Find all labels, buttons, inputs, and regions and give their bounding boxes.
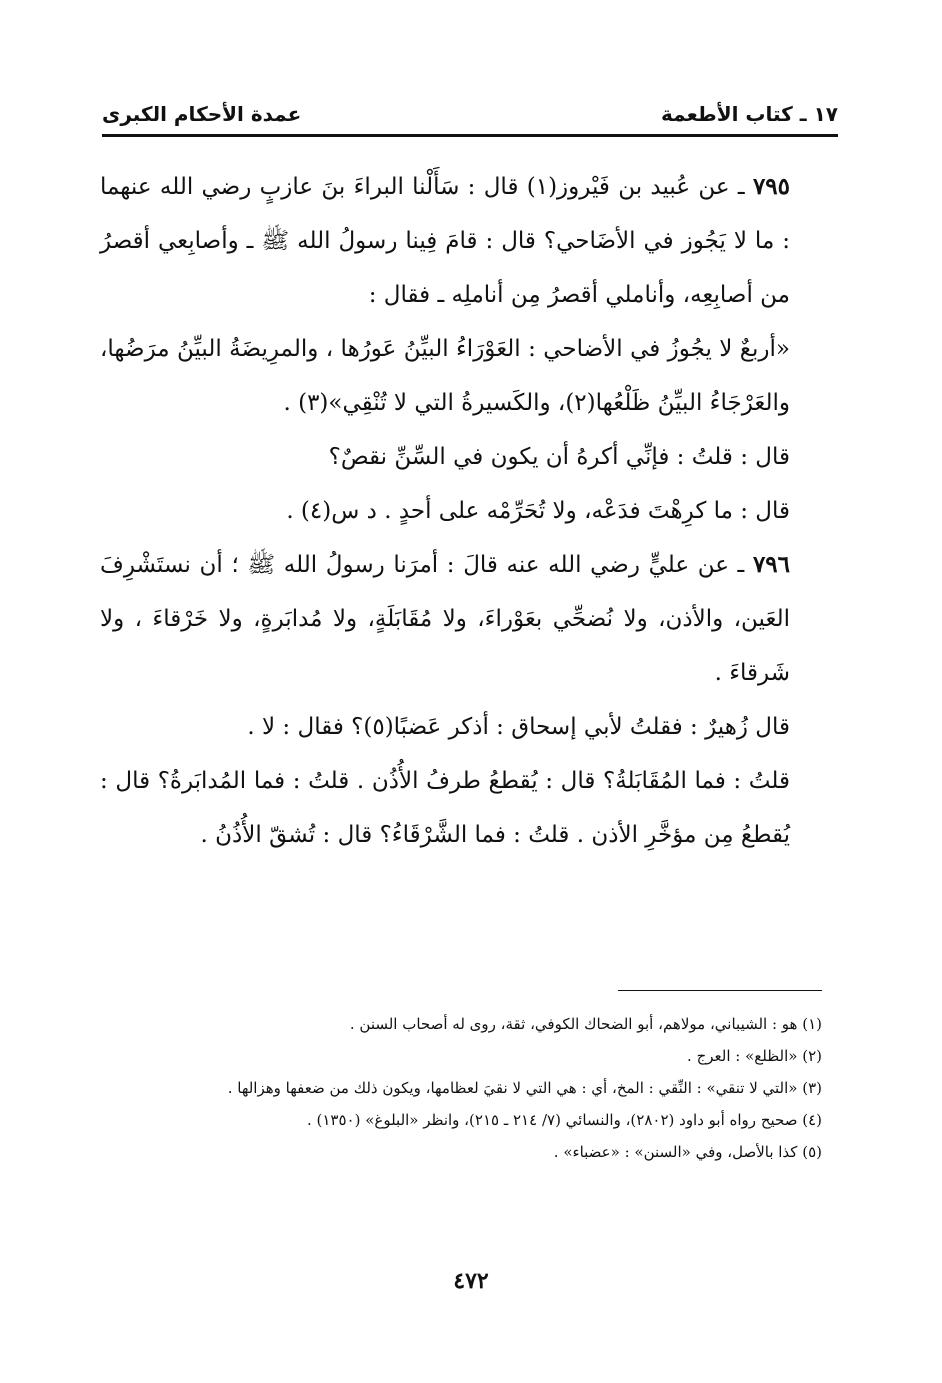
- footnote-separator: [618, 990, 822, 991]
- main-text: [100, 160, 838, 862]
- footnote: (٥) كذا بالأصل، وفي «السنن» : «عضباء» .: [553, 1143, 822, 1161]
- hadith-number: ٧٩٥: [752, 173, 790, 200]
- hadith-796: [100, 538, 838, 700]
- page-number: ٤٧٢: [453, 1268, 489, 1294]
- footnote: (٤) صحيح رواه أبو داود (٢٨٠٢)، والنسائي (٧/ ٢١٤ ـ ٢١٥)، وانظر «البلوغ» (١٣٥٠) .: [306, 1111, 822, 1129]
- paragraph-text: قال زُهيرٌ : فقلتُ لأبي إسحاق : أذكر عَضبًا(٥)؟ فقال : لا .: [247, 714, 790, 740]
- paragraph-text: قال : قلتُ : فإنِّي أكرهُ أن يكون في السِّنِّ نقصٌ؟: [328, 444, 790, 470]
- paragraph-text: ـ عن عليٍّ رضي الله عنه قالَ : أمرَنا رسولُ الله ﷺ ؛ أن نستَشْرِفَ العَين، والأذن، ولا نُضحِّي بعَوْراءَ، ولا مُقَابَلَةٍ، ولا مُدابَرةٍ، ولا خَرْقاءَ ، ولا شَرقاءَ .: [100, 552, 790, 686]
- book-title: عمدة الأحكام الكبرى: [102, 102, 302, 126]
- dialogue-line: [100, 484, 838, 538]
- footnotes: [100, 1006, 822, 1170]
- hadith-number: ٧٩٦: [752, 551, 790, 578]
- paragraph-text: قلتُ : فما المُقَابَلةُ؟ قال : يُقطعُ طرفُ الأُذُن . قلتُ : فما المُدابَرةُ؟ قال : يُقطعُ مِن مؤخَّرِ الأذن . قلتُ : فما الشَّرْقَاءُ؟ قال : تُشقّ الأُذُنُ .: [100, 768, 790, 848]
- header-rule: [102, 134, 838, 137]
- footnote: (٣) «التي لا تنقي» : النِّقي : المخ، أي : هي التي لا نقيَ لعظامها، ويكون ذلك من ضعفها وهزالها .: [227, 1079, 822, 1097]
- dialogue-line: [100, 430, 838, 484]
- hadith-quote: [100, 322, 838, 430]
- paragraph-text: قال : ما كرِهْتَ فدَعْه، ولا تُحَرِّمْه على أحدٍ . د س(٤) .: [286, 498, 790, 524]
- chapter-title: ١٧ ـ كتاب الأطعمة: [661, 102, 838, 126]
- footnote: (٢) «الظلع» : العرج .: [687, 1047, 822, 1065]
- dialogue-line: [100, 754, 838, 862]
- dialogue-line: [100, 700, 838, 754]
- paragraph-text: ـ عن عُبيد بن فَيْروز(١) قال : سَأَلْنا البراءَ بنَ عازبٍ رضي الله عنهما : ما لا يَجُوز في الأضَاحي؟ قال : قامَ فِينا رسولُ الله ﷺ ـ وأصابِعي أقصرُ من أصابِعِه، وأناملي أقصرُ مِن أناملِه ـ فقال :: [100, 174, 790, 308]
- running-header: [102, 98, 838, 130]
- paragraph-text: «أربعٌ لا يجُوزُ في الأضاحي : العَوْرَاءُ البيِّنُ عَورُها ، والمرِيضَةُ البيِّنُ مرَضُها، والعَرْجَاءُ البيِّنُ ظَلْعُها(٢)، والكَسيرةُ التي لا تُنْقِي»(٣) .: [100, 336, 790, 416]
- footnote: (١) هو : الشيباني، مولاهم، أبو الضحاك الكوفي، ثقة، روى له أصحاب السنن .: [349, 1015, 822, 1033]
- hadith-795: [100, 160, 838, 322]
